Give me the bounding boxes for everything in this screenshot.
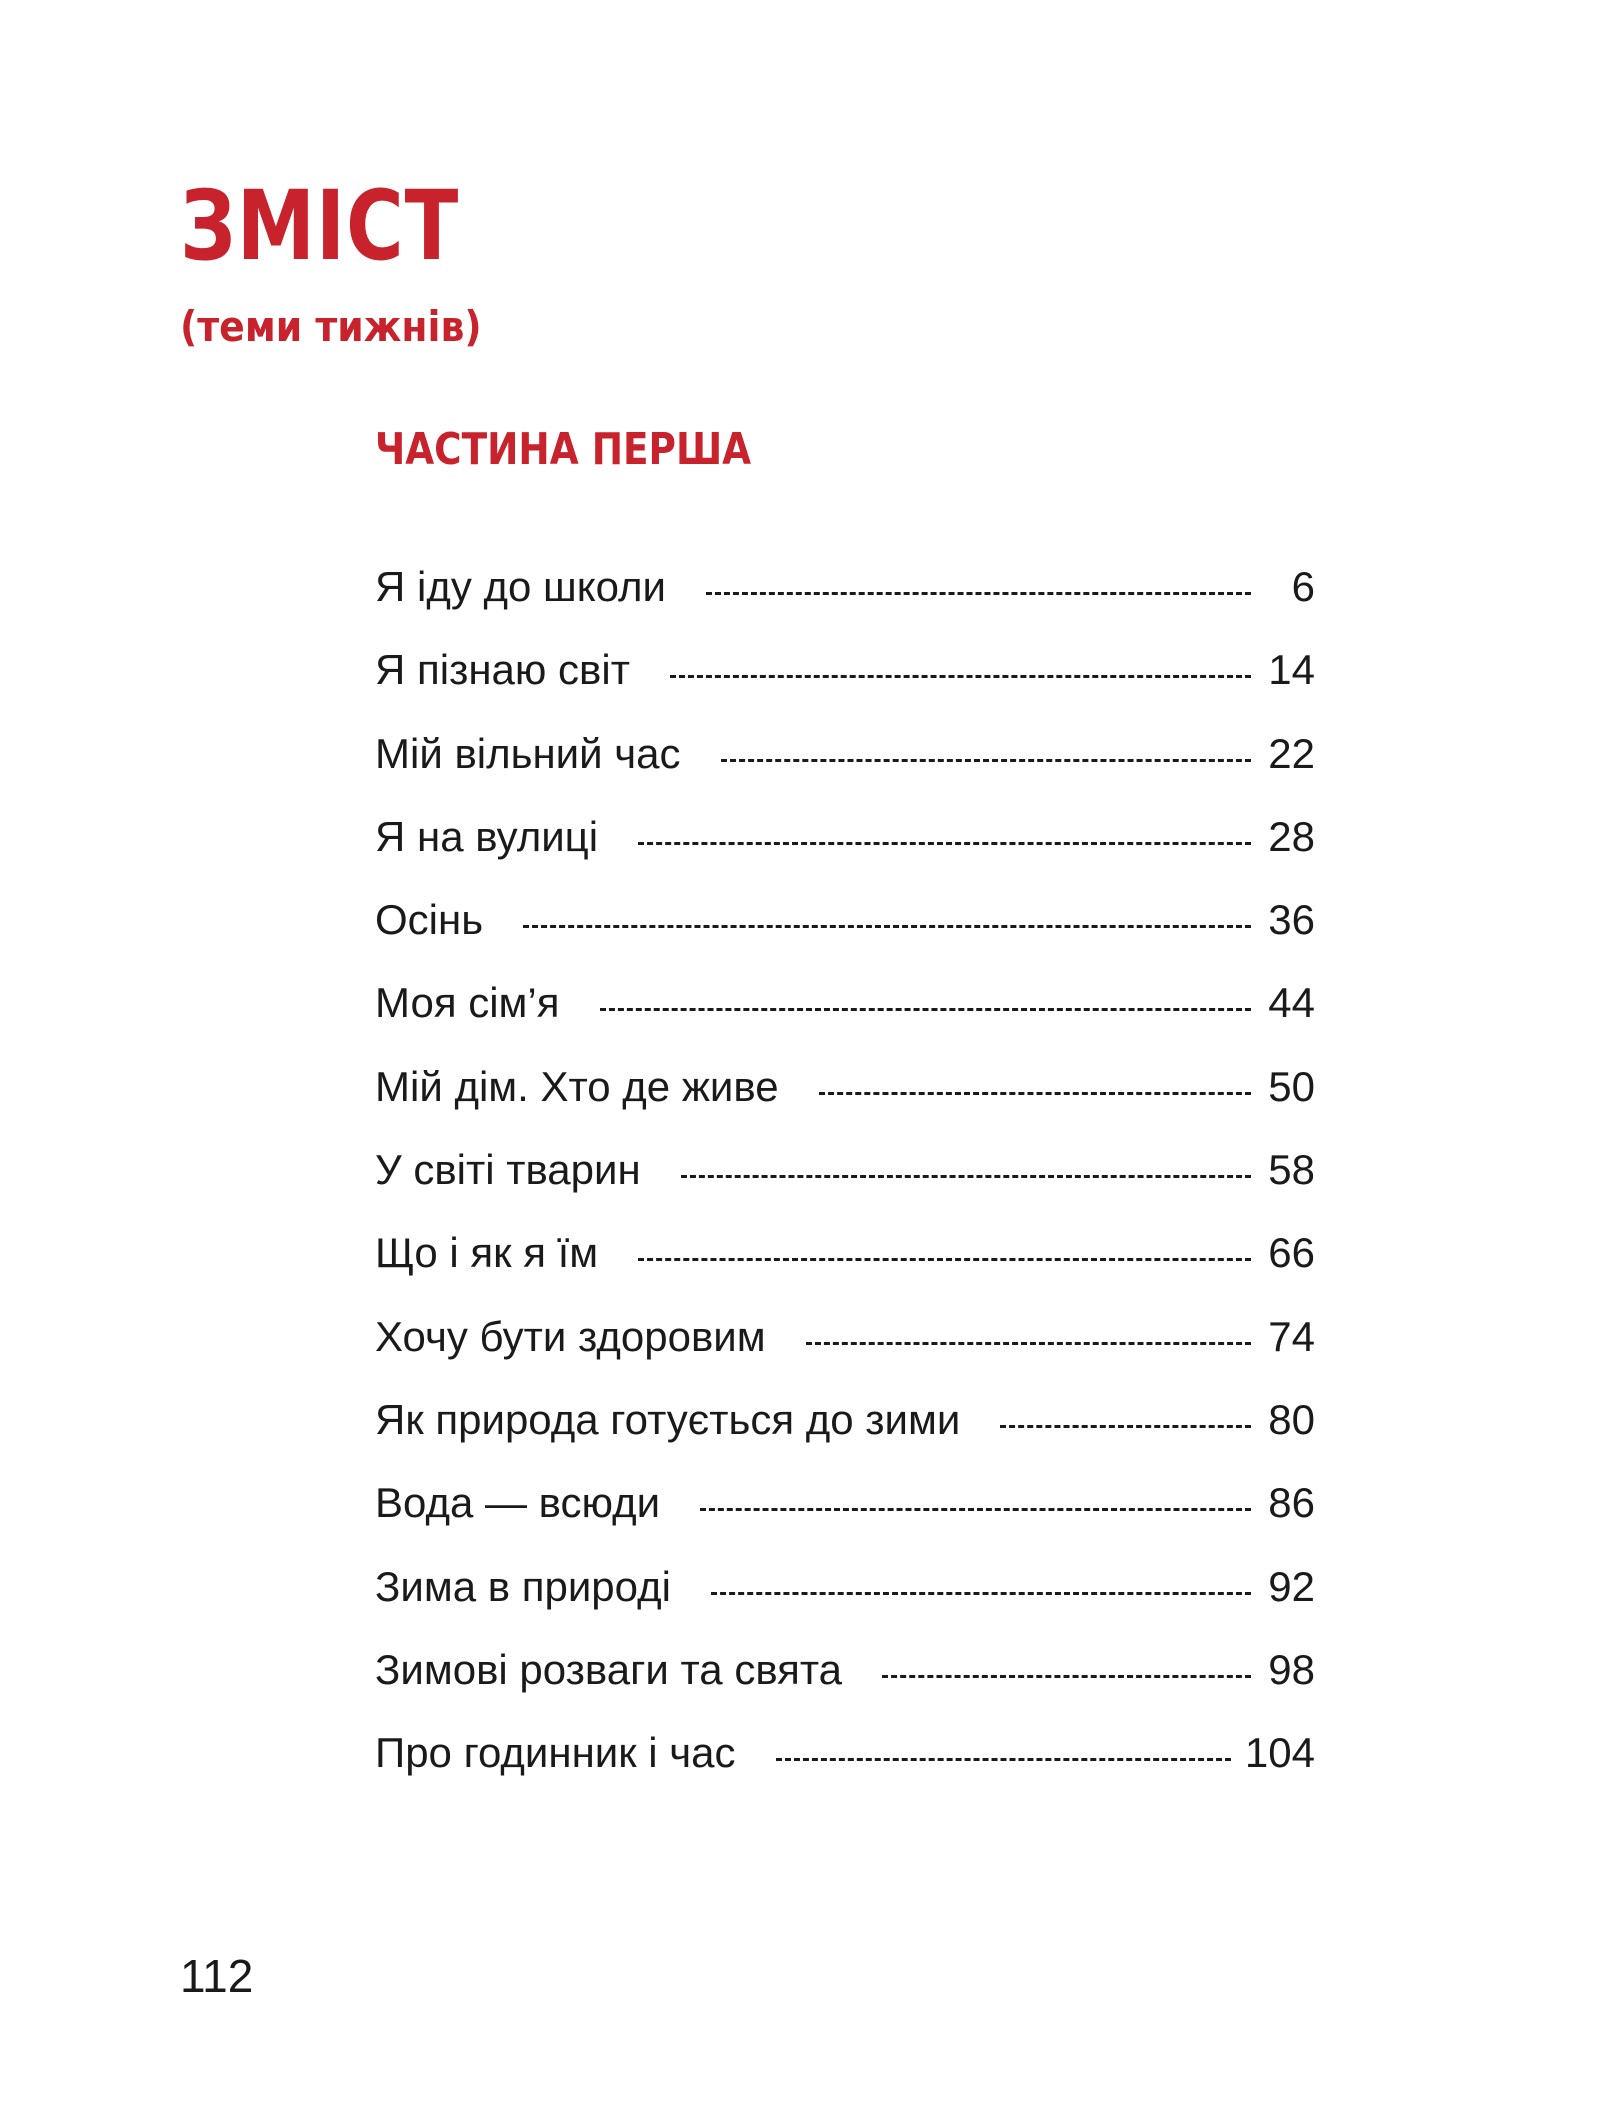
toc-entry-page: 6 <box>1291 563 1315 610</box>
toc-entry-title: Я іду до школи <box>375 563 666 610</box>
toc-entry-page: 22 <box>1268 729 1315 777</box>
toc-entry-title: Що і як я їм <box>375 1229 599 1277</box>
toc-entry-page: 104 <box>1244 1729 1315 1777</box>
toc-leader-dots <box>721 759 1251 762</box>
toc-leader-dots <box>600 1008 1251 1011</box>
toc-entry-page: 86 <box>1268 1479 1315 1527</box>
toc-entry-title: Мій вільний час <box>375 729 681 777</box>
toc-entry-title: Моя сім’я <box>375 979 560 1027</box>
toc-entry[interactable] <box>375 1306 1315 1389</box>
toc-entry-title: Осінь <box>375 896 484 944</box>
page-subtitle: (теми тижнів) <box>180 302 482 351</box>
toc-entry-title: Хочу бути здоровим <box>375 1312 766 1360</box>
toc-entry-page: 44 <box>1268 979 1315 1027</box>
toc-leader-dots <box>882 1675 1251 1678</box>
toc-entry[interactable] <box>375 1222 1315 1305</box>
toc-entry[interactable] <box>375 1472 1315 1555</box>
toc-leader-dots <box>806 1342 1251 1345</box>
toc-entry-page: 98 <box>1268 1645 1315 1693</box>
toc-entry[interactable] <box>375 1056 1315 1139</box>
toc-entry-title: Зимові розваги та свята <box>375 1645 843 1693</box>
toc-entry[interactable] <box>375 1639 1315 1722</box>
page-number: 112 <box>180 1950 254 2002</box>
toc-leader-dots <box>776 1758 1231 1761</box>
toc-entry-title: Мій дім. Хто де живе <box>375 1062 779 1110</box>
toc-entry[interactable] <box>375 1139 1315 1222</box>
toc-leader-dots <box>681 1175 1251 1178</box>
toc-entry-page: 58 <box>1268 1146 1315 1194</box>
part-heading: ЧАСТИНА ПЕРША <box>375 424 752 475</box>
toc-entry-title: Я на вулиці <box>375 812 599 860</box>
toc-entry-title: Зима в природі <box>375 1562 671 1610</box>
toc-entry[interactable] <box>375 723 1315 806</box>
toc-entry[interactable] <box>375 806 1315 889</box>
toc-entry-page: 92 <box>1268 1562 1315 1610</box>
toc-entry-page: 74 <box>1268 1312 1315 1360</box>
toc-entry-page: 36 <box>1268 896 1315 944</box>
toc-leader-dots <box>700 1508 1251 1511</box>
toc-entry-page: 50 <box>1268 1062 1315 1110</box>
toc-entry[interactable] <box>375 1556 1315 1639</box>
toc-entry-title: У світі тварин <box>375 1146 641 1194</box>
toc-leader-dots <box>706 592 1251 595</box>
table-of-contents <box>375 556 1315 1805</box>
toc-entry-page: 66 <box>1268 1229 1315 1277</box>
toc-entry-title: Я пізнаю світ <box>375 646 630 694</box>
toc-entry-title: Вода — всюди <box>375 1479 661 1527</box>
page-title: ЗМІСТ <box>180 170 460 282</box>
toc-entry-page: 28 <box>1268 812 1315 860</box>
toc-leader-dots <box>638 842 1251 845</box>
toc-leader-dots <box>711 1592 1251 1595</box>
toc-entry[interactable] <box>375 639 1315 722</box>
toc-entry-page: 80 <box>1268 1395 1315 1443</box>
toc-entry-title: Про годинник і час <box>375 1729 736 1777</box>
toc-entry[interactable] <box>375 1722 1315 1805</box>
toc-entry-page: 14 <box>1268 646 1315 694</box>
toc-leader-dots <box>1000 1425 1251 1428</box>
toc-entry-title: Як природа готується до зими <box>375 1395 961 1443</box>
toc-leader-dots <box>523 925 1251 928</box>
toc-leader-dots <box>638 1258 1251 1261</box>
toc-entry[interactable] <box>375 889 1315 972</box>
toc-leader-dots <box>670 675 1251 678</box>
toc-entry[interactable] <box>375 556 1315 639</box>
toc-entry[interactable] <box>375 972 1315 1055</box>
toc-entry[interactable] <box>375 1389 1315 1472</box>
toc-leader-dots <box>819 1092 1251 1095</box>
